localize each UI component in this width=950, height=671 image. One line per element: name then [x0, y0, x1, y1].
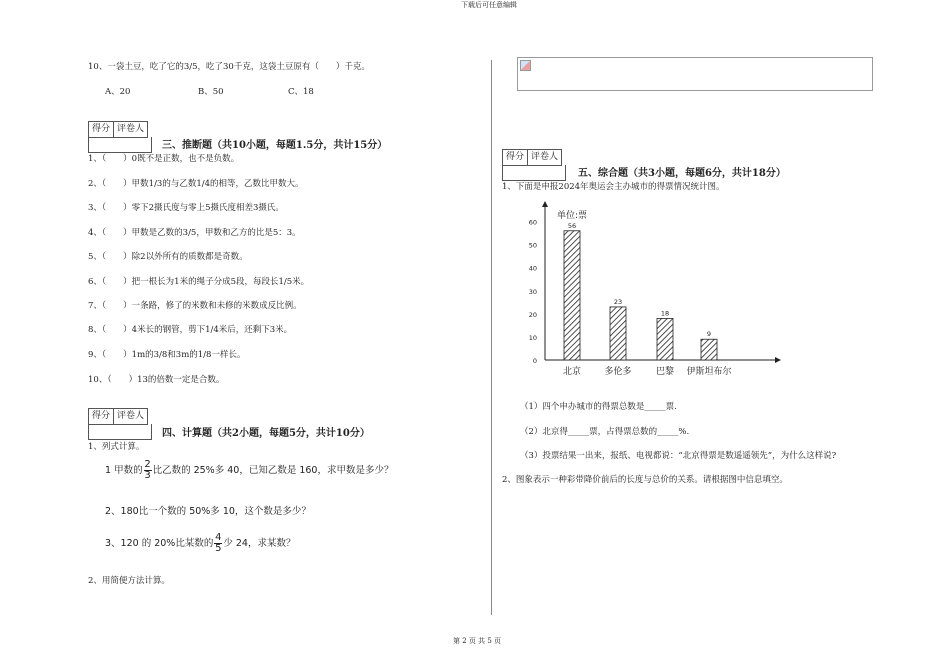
q10-option-a: A、20 — [105, 87, 131, 97]
broken-image-icon — [520, 60, 531, 71]
s3-item-2: 2、（ ）甲数1/3的与乙数1/4的相等，乙数比甲数大。 — [88, 179, 304, 189]
category-label: 多伦多 — [604, 367, 632, 377]
score-box-blank — [88, 424, 152, 440]
data-label: 18 — [660, 309, 670, 318]
s5-sub2: （2）北京得_____票，占得票总数的_____%. — [520, 427, 690, 437]
s5-q1-label: 1、下面是申报2024年奥运会主办城市的得票情况统计图。 — [502, 182, 725, 192]
s3-item-6: 6、（ ）把一根长为1米的绳子分成5段，每段长1/5米。 — [88, 277, 310, 287]
bar — [657, 318, 673, 360]
grader-label: 评卷人 — [527, 150, 561, 165]
s5-sub1: （1）四个申办城市的得票总数是_____票. — [520, 402, 677, 412]
q10-option-c: C、18 — [288, 87, 314, 97]
s4-q1-label: 1、列式计算。 — [88, 442, 145, 452]
y-tick-label: 50 — [528, 241, 537, 250]
calc-1-pre: 1 甲数的 — [105, 465, 143, 476]
calc-3-post: 少 24，求某数？ — [223, 538, 296, 549]
fraction-2-3 — [144, 460, 152, 481]
grader-label: 评卷人 — [113, 409, 147, 424]
score-label: 得分 — [506, 152, 525, 162]
score-box-section5 — [502, 149, 562, 166]
frac-den: 3 — [144, 470, 151, 481]
s3-item-1: 1、（ ）0既不是正数，也不是负数。 — [88, 154, 240, 164]
s3-item-9: 9、（ ）1m的3/8和3m的1/8一样长。 — [88, 350, 246, 360]
score-box-blank — [88, 137, 152, 153]
bar — [564, 231, 580, 360]
category-label: 伊斯坦布尔 — [686, 367, 732, 377]
calc-2: 2、180比一个数的 50%多 10，这个数是多少？ — [105, 506, 311, 517]
score-box-section4 — [88, 408, 148, 425]
section3-title: 三、推断题（共10小题，每题1.5分，共计15分） — [162, 140, 388, 151]
bar — [701, 339, 717, 360]
column-divider — [491, 60, 492, 615]
s3-item-7: 7、（ ）一条路，修了的米数和未修的米数成反比例。 — [88, 301, 302, 311]
s3-item-3: 3、（ ）零下2摄氏度与零上5摄氏度相差3摄氏。 — [88, 203, 284, 213]
data-label: 56 — [567, 221, 577, 230]
s5-sub3: （3）投票结果一出来，报纸、电视都说：“北京得票是数遥遥领先”，为什么这样说? — [520, 451, 837, 461]
frac-den: 5 — [215, 543, 222, 554]
calc-3-pre: 3、120 的 20%比某数的 — [105, 538, 214, 549]
calc-1 — [105, 460, 393, 481]
y-tick-label: 20 — [528, 310, 537, 319]
frac-num: 2 — [144, 459, 151, 470]
frac-num: 4 — [215, 532, 222, 543]
grader-label: 评卷人 — [113, 122, 147, 137]
page-number: 第 2 页 共 5 页 — [453, 637, 502, 645]
unit-label: 单位:票 — [557, 211, 588, 221]
data-label: 23 — [613, 297, 623, 306]
vote-bar-chart — [510, 198, 790, 383]
q10-text: 10、一袋土豆，吃了它的3/5，吃了30千克，这袋土豆原有（ ）千克。 — [88, 62, 370, 72]
s3-item-10: 10、（ ）13的倍数一定是合数。 — [88, 375, 225, 385]
s5-q2-label: 2、图象表示一种彩带降价前后的长度与总价的关系。请根据图中信息填空。 — [502, 475, 788, 485]
score-box-blank — [502, 165, 566, 181]
y-tick-label: 0 — [532, 357, 537, 365]
category-label: 北京 — [562, 367, 582, 377]
s3-item-4: 4、（ ）甲数是乙数的3/5，甲数和乙方的比是5：3。 — [88, 228, 301, 238]
header-note: 下载后可任意编辑 — [461, 1, 517, 9]
y-tick-label: 30 — [528, 287, 537, 296]
s3-item-8: 8、（ ）4米长的钢管，剪下1/4米后，还剩下3米。 — [88, 325, 293, 335]
data-label: 9 — [706, 330, 712, 339]
category-label: 巴黎 — [655, 367, 675, 377]
s4-q2-label: 2、用简便方法计算。 — [88, 576, 170, 586]
q10-option-b: B、50 — [198, 87, 224, 97]
section4-title: 四、计算题（共2小题，每题5分，共计10分） — [162, 428, 370, 439]
fraction-4-5 — [214, 533, 222, 554]
s3-item-5: 5、（ ）除2以外所有的质数都是奇数。 — [88, 252, 248, 262]
bar — [610, 307, 626, 360]
section5-title: 五、综合题（共3小题，每题6分，共计18分） — [578, 168, 786, 179]
calc-3 — [105, 533, 295, 554]
score-box-section3 — [88, 121, 148, 138]
score-label: 得分 — [92, 124, 111, 134]
y-tick-label: 40 — [528, 264, 537, 273]
calc-1-post: 比乙数的 25%多 40，已知乙数是 160，求甲数是多少？ — [152, 465, 394, 476]
score-label: 得分 — [92, 411, 111, 421]
image-placeholder — [517, 57, 873, 91]
y-tick-label: 10 — [528, 333, 537, 342]
y-tick-label: 60 — [528, 218, 537, 227]
